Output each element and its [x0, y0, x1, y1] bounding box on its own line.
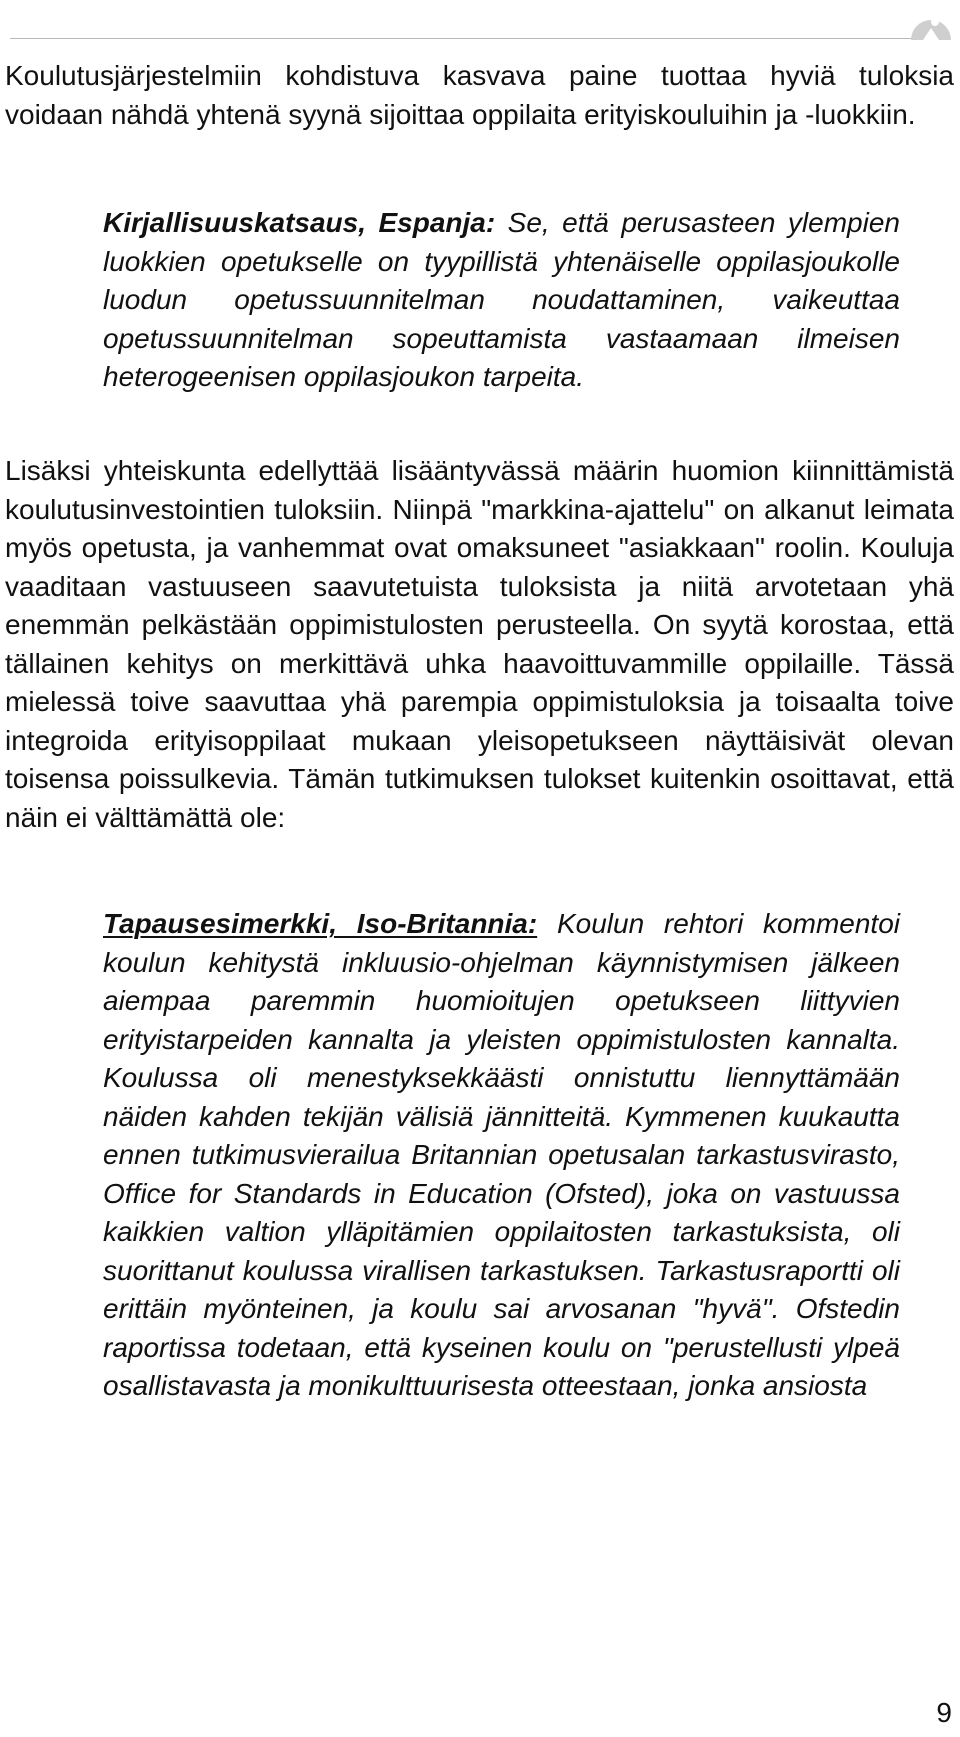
- page-number: 9: [936, 1697, 952, 1728]
- paragraph-market-thinking: Lisäksi yhteiskunta edellyttää lisääntyvässä määrin huomion kiinnittämistä koulutusinvestointien tuloksiin. Niinpä "markkina-ajattelu" on alkanut leimata myös opetusta, ja vanhemmat ovat omaksuneet "asiakkaan" roolin. Kouluja vaaditaan vastuuseen saavutetuista tuloksista ja niitä arvotetaan yhä enemmän pelkästään oppimistulosten perusteella. On syytä korostaa, että tällainen kehitys on merkittävä uhka haavoittuvammille oppilaille. Tässä mielessä toive saavuttaa yhä parempia oppimistuloksia ja toisaalta toive integroida erityisoppilaat mukaan yleisopetukseen näyttäisivät olevan toisensa poissulkevia. Tämän tutkimuksen tulokset kuitenkin osoittavat, että näin ei välttämättä ole:: [5, 455, 954, 833]
- paragraph-intro: Koulutusjärjestelmiin kohdistuva kasvava paine tuottaa hyviä tuloksia voidaan nähdä yhtenä syynä sijoittaa oppilaita erityiskouluihin ja -luokkiin.: [5, 60, 954, 130]
- case-study-uk-label: Tapausesimerkki, Iso-Britannia:: [103, 908, 538, 939]
- case-study-uk: [103, 905, 900, 1406]
- header-rule: [10, 38, 915, 39]
- case-study-uk-text: Koulun rehtori kommentoi koulun kehitystä inkluusio-ohjelman käynnistymisen jälkeen aiempaa paremmin huomioitujen opetukseen liittyvien erityistarpeiden kannalta ja yleisten oppimistulosten kannalta. Koulussa oli menestyksekkäästi onnistuttu liennyttämään näiden kahden tekijän välisiä jännitteitä. Kymmenen kuukautta ennen tutkimusvierailua Britannian opetusalan tarkastusvirasto, Office for Standards in Education (Ofsted), joka on vastuussa kaikkien valtion ylläpitämien oppilaitosten tarkastuksista, oli suorittanut koulussa virallisen tarkastuksen. Tarkastusraportti oli erittäin myönteinen, ja koulu sai arvosanan "hyvä". Ofstedin raportissa todetaan, että kyseinen koulu on "perustellusti ylpeä osallistavasta ja monikulttuurisesta otteestaan, jonka ansiosta: [103, 908, 900, 1401]
- case-study-spain-text: Se, että perusasteen ylempien luokkien opetukselle on tyypillistä yhtenäiselle oppilasjoukolle luodun opetussuunnitelman noudattaminen, vaikeuttaa opetussuunnitelman sopeuttamista vastaamaan ilmeisen heterogeenisen oppilasjoukon tarpeita.: [103, 207, 900, 392]
- case-study-spain-label: Kirjallisuuskatsaus, Espanja:: [103, 207, 496, 238]
- case-study-spain: [103, 204, 900, 397]
- agency-logo-icon: [905, 8, 955, 42]
